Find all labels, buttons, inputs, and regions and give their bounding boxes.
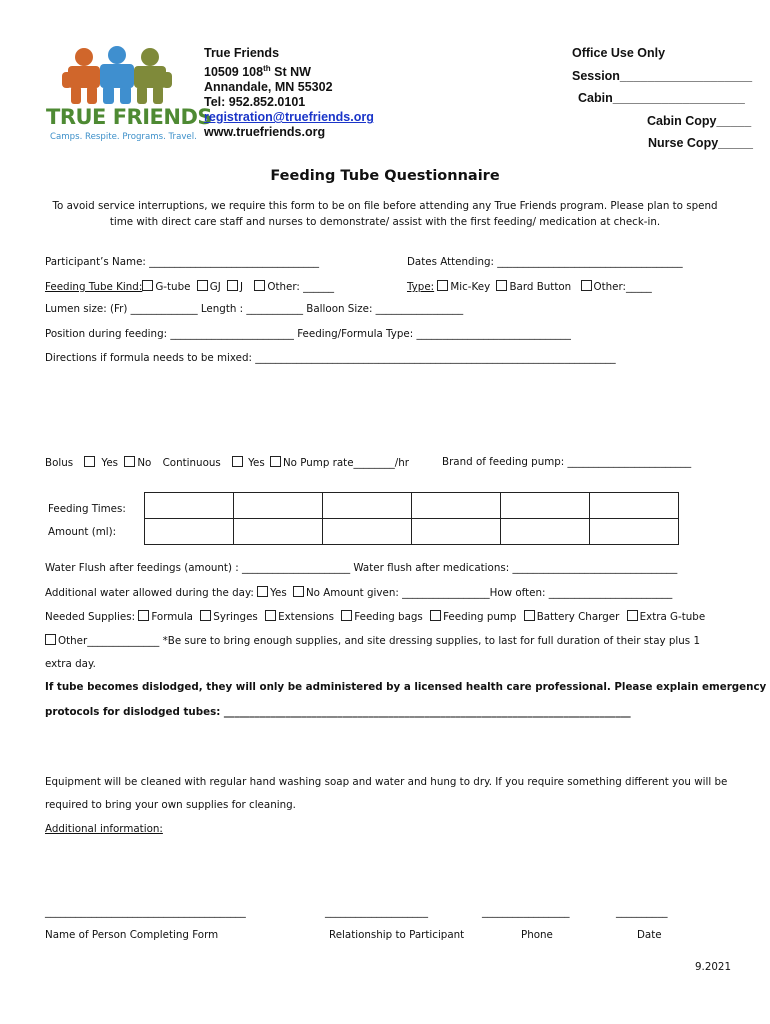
feeding-time-cell[interactable] [234, 493, 323, 519]
office-nurse-copy: Nurse Copy_____ [648, 136, 753, 150]
feeding-time-cell[interactable] [501, 493, 590, 519]
amount-label: Amount (ml): [48, 526, 117, 538]
org-name: True Friends [204, 46, 280, 60]
logo-name: TRUE FRIENDS [46, 105, 213, 129]
checkbox-mickey[interactable] [437, 280, 448, 291]
participant-name-field[interactable]: Participant’s Name: _________________________________ [45, 256, 320, 268]
equipment-line-2: required to bring your own supplies for cleaning. [45, 799, 296, 811]
checkbox-extensions[interactable] [265, 610, 276, 621]
checkbox-water-no[interactable] [293, 586, 304, 597]
water-flush-row[interactable]: Water Flush after feedings (amount) : _____________________ Water flush after medications: ________________________________ [45, 562, 678, 574]
amount-cell[interactable] [501, 519, 590, 545]
email-link[interactable]: registration@truefriends.org [204, 110, 374, 125]
amount-cell[interactable] [234, 519, 323, 545]
additional-info-label: Additional information: [45, 823, 163, 835]
checkbox-formula[interactable] [138, 610, 149, 621]
supplies-other-field[interactable]: Other______________ [58, 635, 160, 647]
position-formula-row[interactable]: Position during feeding: ________________________ Feeding/Formula Type: ______________________________ [45, 328, 571, 340]
logo [44, 44, 213, 148]
pump-brand-field[interactable]: Brand of feeding pump: ________________________ [442, 456, 692, 468]
dates-attending-field[interactable]: Dates Attending: ____________________________________ [407, 256, 683, 268]
form-title: Feeding Tube Questionnaire [270, 168, 500, 184]
lumen-length-balloon-row[interactable]: Lumen size: (Fr) _____________ Length : ___________ Balloon Size: _________________ [45, 303, 464, 315]
checkbox-supplies-other[interactable] [45, 634, 56, 645]
pump-rate-field[interactable]: No Pump rate________/hr [282, 457, 409, 469]
checkbox-extra-gtube[interactable] [627, 610, 638, 621]
feeding-time-cell[interactable] [412, 493, 501, 519]
tube-kind-label: Feeding Tube Kind: [45, 281, 143, 293]
feeding-times-grid [44, 492, 722, 548]
website-line: www.truefriends.org [204, 125, 326, 140]
dislodged-line-1: If tube becomes dislodged, they will only be administered by a licensed health care professional. Please explain emergency [45, 681, 767, 693]
checkbox-gtube[interactable] [142, 280, 153, 291]
feeding-time-cell[interactable] [145, 493, 234, 519]
address-line: 10509 108th St NW [204, 64, 311, 80]
additional-water-row: Additional water allowed during the day: Yes No Amount given: _________________How often: ________________________ [45, 587, 673, 599]
checkbox-continuous-yes[interactable] [232, 456, 243, 467]
signature-label-date: Date [637, 929, 662, 941]
needed-supplies-row: Needed Supplies: Formula Syringes Extensions Feeding bags Feeding pump Battery Charger Extra G-tube [45, 611, 706, 623]
amount-cell[interactable] [145, 519, 234, 545]
amount-given-field[interactable]: No Amount given: _________________How often: ________________________ [305, 587, 673, 599]
phone-line: Tel: 952.852.0101 [204, 95, 306, 110]
office-session: Session___________________ [572, 69, 753, 83]
checkbox-feeding-pump[interactable] [430, 610, 441, 621]
tube-type-label: Type: [407, 281, 435, 293]
checkbox-bard-button[interactable] [496, 280, 507, 291]
checkbox-continuous-no[interactable] [270, 456, 281, 467]
checkbox-j[interactable] [227, 280, 238, 291]
signature-line-phone[interactable]: _________________ [482, 906, 570, 918]
amount-cell[interactable] [323, 519, 412, 545]
office-use-title: Office Use Only [572, 46, 666, 60]
intro-line-1: To avoid service interruptions, we require this form to be on file before attending any True Friends program. Please plan to spend [52, 200, 718, 212]
signature-label-name: Name of Person Completing Form [45, 929, 219, 941]
supplies-note: *Be sure to bring enough supplies, and site dressing supplies, to last for full duration of their stay plus 1 [159, 635, 700, 647]
amount-cell[interactable] [412, 519, 501, 545]
intro-line-2: time with direct care staff and nurses to demonstrate/ assist with the first feeding/ medication at check-in. [109, 216, 661, 228]
signature-line-relationship[interactable]: ____________________ [325, 906, 428, 918]
directions-field[interactable]: Directions if formula needs to be mixed: ______________________________________________________________________ [45, 352, 616, 364]
feeding-time-cell[interactable] [590, 493, 679, 519]
signature-label-phone: Phone [521, 929, 553, 941]
feeding-times-label: Feeding Times: [48, 503, 126, 515]
amount-cell[interactable] [590, 519, 679, 545]
checkbox-battery-charger[interactable] [524, 610, 535, 621]
checkbox-kind-other[interactable] [254, 280, 265, 291]
checkbox-water-yes[interactable] [257, 586, 268, 597]
checkbox-bolus-no[interactable] [124, 456, 135, 467]
feeding-time-cell[interactable] [323, 493, 412, 519]
form-version: 9.2021 [695, 961, 732, 973]
equipment-line-1: Equipment will be cleaned with regular hand washing soap and water and hung to dry. If you require something different you will be [45, 776, 728, 788]
checkbox-syringes[interactable] [200, 610, 211, 621]
logo-tagline: Camps. Respite. Programs. Travel. [50, 132, 197, 142]
dislodged-protocol-field[interactable]: protocols for dislodged tubes: _______________________________________________________________________________ [45, 706, 631, 718]
checkbox-type-other[interactable] [581, 280, 592, 291]
signature-label-relationship: Relationship to Participant [329, 929, 465, 941]
tube-type-row: Type: Mic-Key Bard Button Other:_____ [407, 281, 652, 293]
checkbox-feeding-bags[interactable] [341, 610, 352, 621]
office-cabin-copy: Cabin Copy_____ [647, 114, 752, 128]
puzzle-people-icon [44, 44, 192, 106]
tube-kind-row: Feeding Tube Kind: G-tube GJ J Other: ______ [45, 281, 335, 293]
bolus-row: Bolus Yes No Continuous Yes No Pump rate________/hr [45, 457, 409, 469]
office-cabin: Cabin___________________ [578, 91, 745, 105]
checkbox-gj[interactable] [197, 280, 208, 291]
signature-line-date[interactable]: __________ [616, 906, 668, 918]
contact-block [204, 46, 374, 140]
checkbox-bolus-yes[interactable] [84, 456, 95, 467]
signature-line-name[interactable]: _______________________________________ [45, 906, 246, 918]
supplies-other-row [45, 634, 700, 647]
extra-day-text: extra day. [45, 658, 96, 670]
city-line: Annandale, MN 55302 [204, 80, 333, 95]
